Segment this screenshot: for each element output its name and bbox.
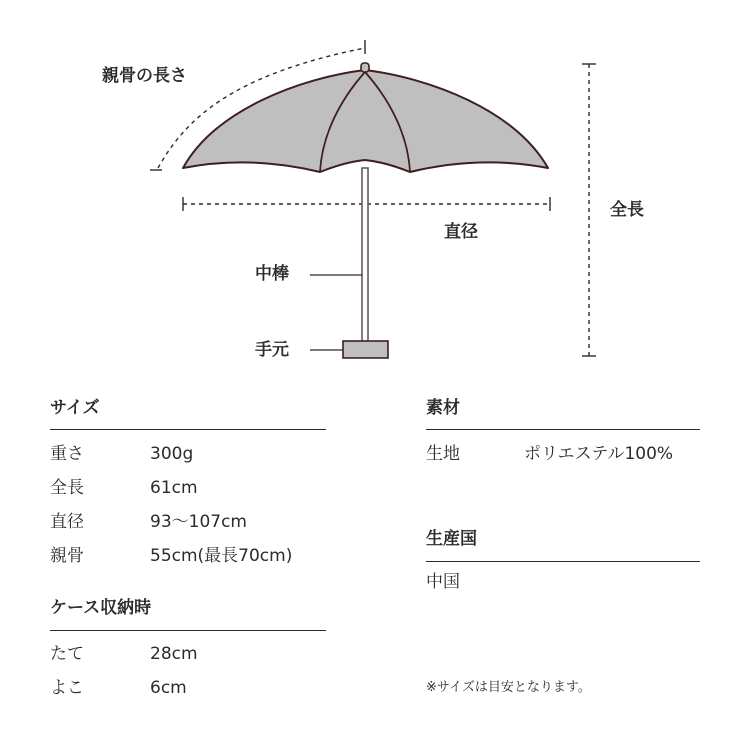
size-section-divider (50, 429, 326, 430)
spec-key: たて (50, 644, 84, 664)
spec-value: 61cm (150, 478, 198, 498)
material-section-title: 素材 (426, 398, 460, 418)
handle-label: 手元 (255, 340, 289, 360)
shaft (362, 168, 368, 343)
spec-key: 全長 (50, 478, 84, 498)
spec-value: 300g (150, 444, 194, 464)
spec-key: 生地 (426, 444, 460, 464)
origin-section-divider (426, 561, 700, 562)
spec-value: 6cm (150, 678, 187, 698)
case-section-divider (50, 630, 326, 631)
shaft-label: 中棒 (255, 264, 289, 284)
spec-value: ポリエステル100% (524, 444, 674, 464)
handle (343, 341, 388, 358)
spec-key: 親骨 (50, 546, 84, 566)
case-section-title: ケース収納時 (50, 598, 152, 618)
rib-length-label: 親骨の長さ (102, 66, 187, 86)
spec-key: よこ (50, 678, 84, 698)
origin-section-title: 生産国 (426, 529, 477, 549)
spec-key: 直径 (50, 512, 84, 532)
spec-value: 28cm (150, 644, 198, 664)
size-disclaimer-note: ※サイズは目安となります。 (426, 680, 591, 695)
spec-value: 93〜107cm (150, 512, 247, 532)
size-section-title: サイズ (50, 398, 100, 418)
canopy-tip (361, 63, 369, 72)
total-length-label: 全長 (610, 200, 644, 220)
spec-key: 重さ (50, 444, 84, 464)
canopy (183, 70, 548, 172)
material-section-divider (426, 429, 700, 430)
spec-value: 55cm(最長70cm) (150, 546, 293, 566)
diameter-label: 直径 (444, 222, 478, 242)
origin-value: 中国 (426, 572, 460, 592)
